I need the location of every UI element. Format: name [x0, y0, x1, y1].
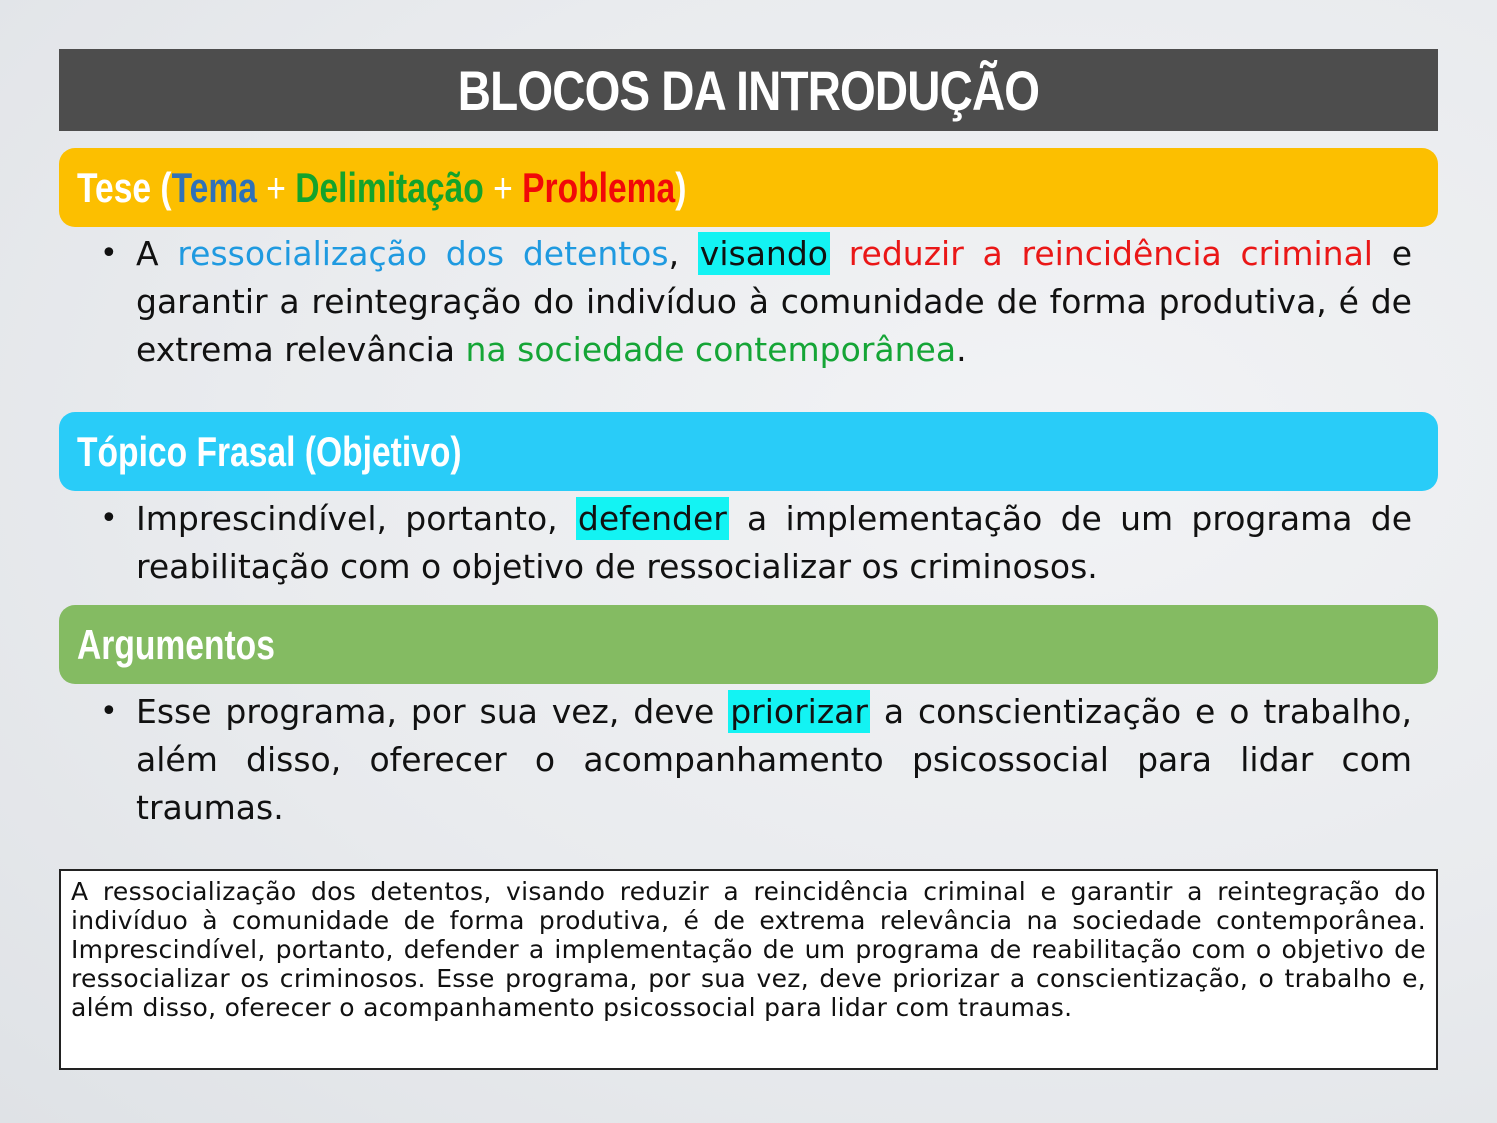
tese-heading-plus-1: +	[256, 163, 296, 211]
argumentos-bullet-text	[136, 688, 1412, 832]
tese-heading-suffix: )	[675, 163, 687, 211]
tese-bullet-text	[136, 230, 1412, 374]
argumentos-heading: Argumentos	[77, 620, 275, 668]
tese-text-tema: ressocialização dos detentos	[177, 234, 669, 273]
tese-heading-delimitacao: Delimitação	[295, 163, 484, 211]
tese-heading-tema: Tema	[171, 163, 257, 211]
topico-text-verb-highlight: defender	[577, 499, 727, 538]
tese-heading-bar	[59, 148, 1438, 227]
tese-text-part: A	[136, 234, 178, 273]
topico-bullet	[100, 495, 1412, 591]
tese-text-part: ,	[668, 234, 698, 273]
topico-text-part: a implementação de um programa de reabilitação com o objetivo de ressocializar os criminosos.	[136, 499, 1412, 586]
page-title: BLOCOS DA INTRODUÇÃO	[457, 58, 1040, 122]
argumentos-text-part: Esse programa, por sua vez, deve	[136, 692, 729, 731]
tese-heading	[77, 164, 686, 212]
tese-heading-prefix: Tese (	[77, 163, 172, 211]
summary-text: A ressocialização dos detentos, visando reduzir a reincidência criminal e garantir a reintegração do indivíduo à comunidade de forma produtiva, é de extrema relevância na sociedade contemporânea. Imprescindível, portanto, defender a implementação de um programa de reabilitação com o objetivo de ressocializar os criminosos. Esse programa, por sua vez, deve priorizar a conscientização, o trabalho e, além disso, oferecer o acompanhamento psicossocial para lidar com traumas.	[71, 877, 1426, 1022]
page-title-bar	[59, 49, 1438, 131]
argumentos-text-verb-highlight: priorizar	[730, 692, 868, 731]
tese-heading-problema: Problema	[522, 163, 676, 211]
topico-text-part: Imprescindível, portanto,	[136, 499, 576, 538]
argumentos-heading-bar	[59, 605, 1438, 684]
tese-heading-plus-2: +	[483, 163, 523, 211]
summary-box	[59, 869, 1438, 1070]
tese-text-problema: reduzir a reincidência criminal	[848, 234, 1373, 273]
argumentos-text-part: a conscientização e o trabalho, além disso, oferecer o acompanhamento psicossocial para lidar com traumas.	[136, 692, 1412, 827]
tese-text-part: .	[956, 330, 967, 369]
tese-text-part: e garantir a reintegração do indivíduo à comunidade de forma produtiva, é de extrema relevância	[136, 234, 1413, 369]
topico-bullet-text	[136, 495, 1412, 591]
topico-heading-bar	[59, 412, 1438, 491]
tese-text-verb-highlight: visando	[699, 234, 828, 273]
argumentos-bullet	[100, 688, 1412, 832]
topico-heading: Tópico Frasal (Objetivo)	[77, 427, 462, 475]
tese-text-part	[830, 234, 849, 273]
bullet-dot: •	[100, 694, 118, 729]
tese-bullet	[100, 230, 1412, 374]
bullet-dot: •	[100, 236, 118, 271]
tese-text-delimitacao: na sociedade contemporânea	[465, 330, 957, 369]
bullet-dot: •	[100, 501, 118, 536]
